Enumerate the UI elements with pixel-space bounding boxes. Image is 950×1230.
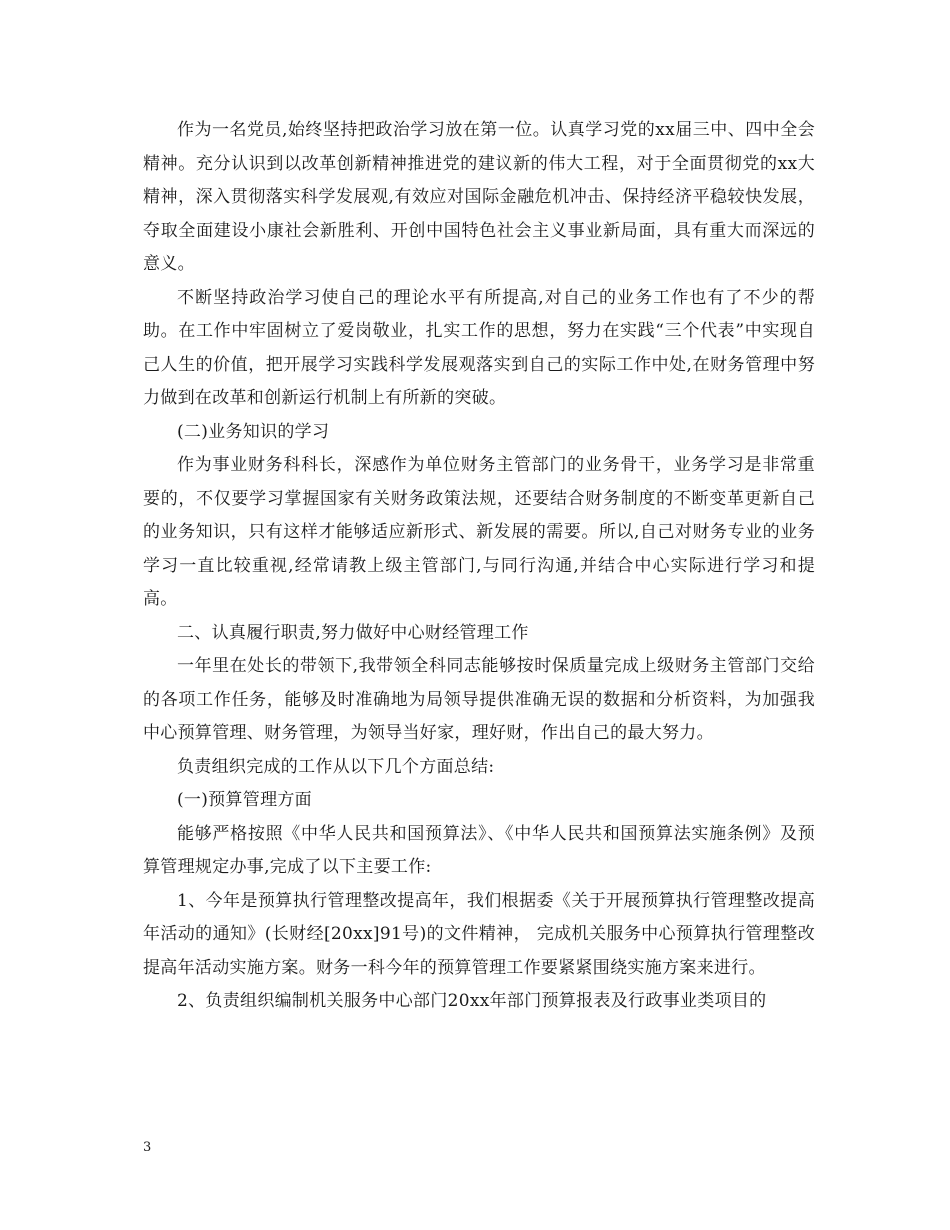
list-item-1: 1、今年是预算执行管理整改提高年，我们根据委《关于开展预算执行管理整改提高年活动的通知》(长财经[20xx]91号)的文件精神， 完成机关服务中心预算执行管理整改提高年活动实施方案。财务一科今年的预算管理工作要紧紧围绕实施方案来进行。 bbox=[143, 890, 815, 978]
paragraph-business-study: 作为事业财务科科长，深感作为单位财务主管部门的业务骨干，业务学习是非常重要的，不仅要学习掌握国家有关财务政策法规，还要结合财务制度的不断变革更新自己的业务知识，只有这样才能够适应新形式、新发展的需要。所以,自己对财务专业的业务学习一直比较重视,经常请教上级主管部门,与同行沟通,并结合中心实际进行学习和提高。 bbox=[143, 455, 815, 609]
paragraph-summary-intro: 负责组织完成的工作从以下几个方面总结: bbox=[177, 756, 495, 777]
list-item-2: 2、负责组织编制机关服务中心部门20xx年部门预算报表及行政事业类项目的 bbox=[177, 991, 767, 1011]
section-heading-duties: 二、认真履行职责,努力做好中心财经管理工作 bbox=[177, 622, 529, 643]
paragraph-budget-law: 能够严格按照《中华人民共和国预算法》、《中华人民共和国预算法实施条例》及预算管理规定办事,完成了以下主要工作: bbox=[143, 823, 815, 877]
section-heading-business-knowledge: (二)业务知识的学习 bbox=[177, 421, 330, 442]
page-number: 3 bbox=[143, 1140, 152, 1155]
paragraph-year-summary: 一年里在处长的带领下,我带领全科同志能够按时保质量完成上级财务主管部门交给的各项工作任务，能够及时准确地为局领导提供准确无误的数据和分析资料，为加强我中心预算管理、财务管理，为领导当好家，理好财，作出自己的最大努力。 bbox=[143, 656, 815, 743]
paragraph-political-study: 作为一名党员,始终坚持把政治学习放在第一位。认真学习党的xx届三中、四中全会精神。充分认识到以改革创新精神推进党的建议新的伟大工程，对于全面贯彻党的xx大精神，深入贯彻落实科学发展观,有效应对国际金融危机冲击、保持经济平稳较快发展，夺取全面建设小康社会新胜利、开创中国特色社会主义事业新局面，具有重大而深远的意义。 bbox=[143, 120, 815, 274]
paragraph-theory-improvement: 不断坚持政治学习使自己的理论水平有所提高,对自己的业务工作也有了不少的帮助。在工作中牢固树立了爱岗敬业，扎实工作的思想，努力在实践“三个代表”中实现自己人生的价值，把开展学习实践科学发展观落实到自己的实际工作中处,在财务管理中努力做到在改革和创新运行机制上有所新的突破。 bbox=[143, 287, 815, 408]
document-body bbox=[143, 114, 815, 1019]
section-heading-budget-management: (一)预算管理方面 bbox=[177, 790, 312, 810]
